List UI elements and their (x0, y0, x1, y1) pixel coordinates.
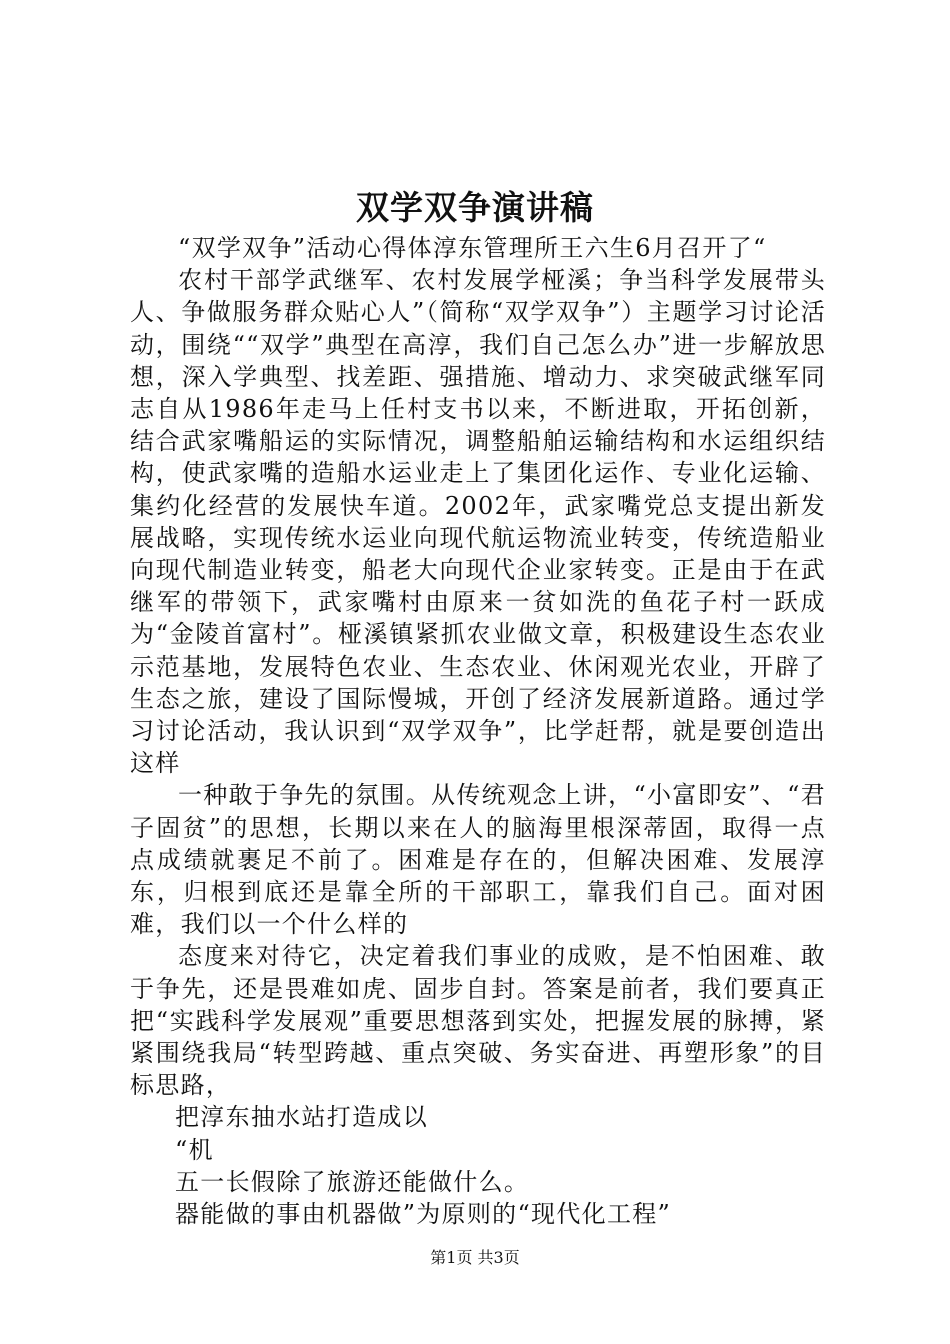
page-footer: 第1页 共3页 (430, 1248, 520, 1267)
paragraph: 把淳东抽水站打造成以 (175, 1103, 428, 1132)
paragraph: 一种敢于争先的氛围。从传统观念上讲，“小富即安”、“君子固贫”的思想，长期以来在人的脑海里根深蒂固，取得一点点成绩就裹足不前了。困难是存在的，但解决困难、发展淳东，归根到底还是靠全所的干部职工，靠我们自己。面对困难，我们以一个什么样的 (130, 781, 826, 939)
paragraph: 态度来对待它，决定着我们事业的成败，是不怕困难、敢于争先，还是畏难如虎、固步自封。答案是前者，我们要真正把“实践科学发展观”重要思想落到实处，把握发展的脉搏，紧紧围绕我局“转型跨越、重点突破、务实奋进、再塑形象”的目标思路， (130, 942, 826, 1100)
paragraph: 五一长假除了旅游还能做什么。 (175, 1167, 530, 1196)
paragraph: “双学双争”活动心得体淳东管理所王六生6月召开了“ (178, 234, 767, 262)
paragraph: “机 (175, 1135, 214, 1164)
document-body (130, 232, 826, 1230)
paragraph: 农村干部学武继军、农村发展学桠溪；争当科学发展带头人、争做服务群众贴心人”（简称“双学双争”）主题学习讨论活动，围绕““双学”典型在高淳，我们自己怎么办”进一步解放思想，深入学典型、找差距、强措施、增动力、求突破武继军同志自从1986年走马上任村支书以来，不断进取，开拓创新，结合武家嘴船运的实际情况，调整船舶运输结构和水运组织结构，使武家嘴的造船水运业走上了集团化运作、专业化运输、集约化经营的发展快车道。2002年，武家嘴党总支提出新发展战略，实现传统水运业向现代航运物流业转变，传统造船业向现代制造业转变，船老大向现代企业家转变。正是由于在武继军的带领下，武家嘴村由原来一贫如洗的鱼花子村一跃成为“金陵首富村”。桠溪镇紧抓农业做文章，积极建设生态农业示范基地，发展特色农业、生态农业、休闲观光农业，开辟了生态之旅，建设了国际慢城，开创了经济发展新道路。通过学习讨论活动，我认识到“双学双争”，比学赶帮，就是要创造出这样 (130, 266, 826, 778)
paragraph: 器能做的事由机器做”为原则的“现代化工程” (175, 1200, 672, 1229)
document-title: 双学双争演讲稿 (356, 188, 594, 227)
